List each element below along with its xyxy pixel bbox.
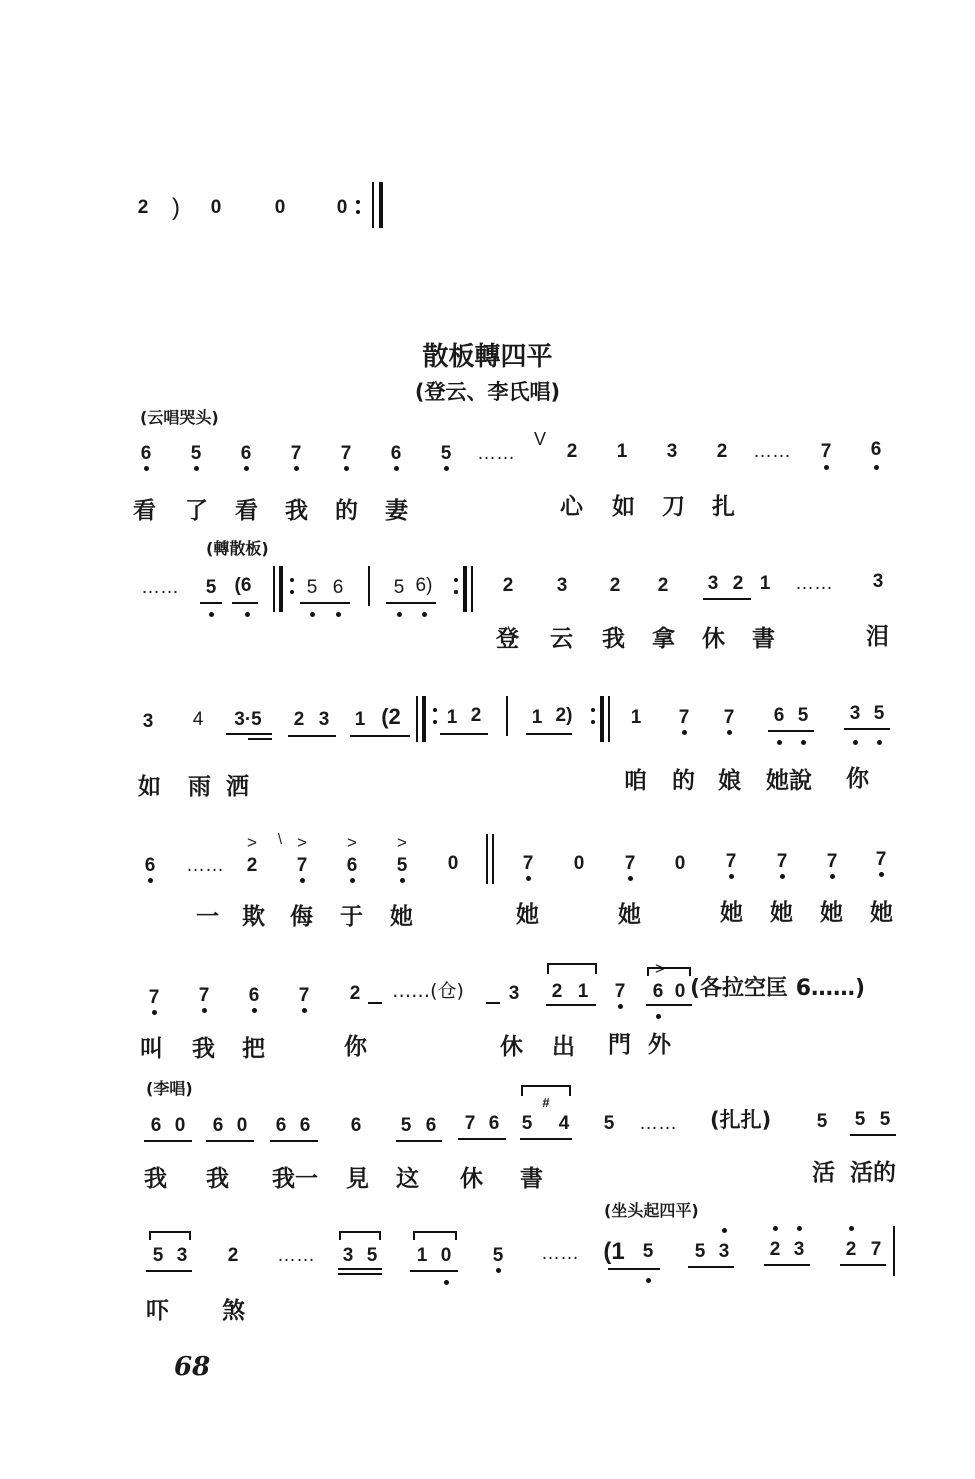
lyric: 吓 (146, 1298, 169, 1324)
note: 2 (349, 983, 361, 1004)
note: 7 (296, 855, 308, 876)
accent-mark: > (347, 833, 357, 852)
performance-cue: (李唱) (146, 1079, 193, 1098)
note: 7 (678, 707, 690, 728)
repeat-barline (600, 696, 604, 742)
ellipsis: …… (277, 1245, 315, 1266)
lyric: 娘 (718, 768, 741, 794)
note: 0 (573, 853, 585, 874)
note: 6 (299, 1115, 311, 1136)
lyric: 心 (560, 494, 583, 520)
barline (368, 566, 370, 606)
low-octave-dot (148, 878, 153, 883)
lyric: 她 (870, 900, 893, 926)
note: 3 (872, 571, 884, 592)
note: 7 (298, 985, 310, 1006)
note: 5 (492, 1245, 504, 1266)
repeat-dot (356, 210, 360, 214)
note: 7 (776, 851, 788, 872)
lyric: 叫 (140, 1036, 163, 1062)
note: 6 (240, 443, 252, 464)
lyric: 刀 (662, 494, 685, 520)
note: 6) (415, 575, 433, 596)
note: 3 (707, 573, 719, 594)
page-subtitle: (登云、李氏唱) (414, 380, 561, 404)
low-octave-dot (877, 740, 882, 745)
lyric: 休 (460, 1166, 483, 1192)
low-octave-dot (801, 740, 806, 745)
low-octave-dot (777, 740, 782, 745)
barline (416, 696, 418, 742)
note: 6 (350, 1115, 362, 1136)
lyric: 書 (752, 626, 775, 652)
note: 3 (342, 1245, 354, 1266)
note: 2) (555, 705, 573, 726)
percussion-cue: ……(仓) (392, 980, 464, 1002)
underline (850, 1134, 896, 1136)
note: 7 (290, 443, 302, 464)
repeat-dot (454, 578, 458, 582)
low-octave-dot (194, 466, 199, 471)
lyric: 扎 (712, 494, 735, 520)
low-octave-dot (202, 1008, 207, 1013)
low-octave-dot (646, 1278, 651, 1283)
underline (410, 1270, 458, 1272)
ellipsis: …… (639, 1113, 677, 1134)
high-octave-dot (797, 1226, 802, 1231)
low-octave-dot (879, 872, 884, 877)
note: 3·5 (234, 709, 262, 730)
lyric: 如 (612, 494, 635, 520)
slide-mark: \ (277, 831, 283, 848)
ellipsis: …… (186, 855, 224, 876)
note: 6 (140, 443, 152, 464)
lyric: 休 (702, 626, 725, 652)
underline (764, 1264, 810, 1266)
final-barline (379, 182, 383, 228)
underline (768, 730, 814, 732)
note: 2 (293, 709, 305, 730)
note: 2 (227, 1245, 239, 1266)
lyric: 我 (602, 626, 625, 652)
lyric: 的 (672, 768, 695, 794)
note: 6 (248, 985, 260, 1006)
note: 6 (773, 705, 785, 726)
underline (688, 1266, 734, 1268)
high-octave-dot (722, 1228, 727, 1233)
underline (338, 1273, 382, 1275)
note: 7 (875, 849, 887, 870)
lyric: 雨 (188, 774, 211, 800)
note: 6 (144, 855, 156, 876)
low-octave-dot (244, 466, 249, 471)
lyric: 咱 (624, 768, 647, 794)
note: 2 (769, 1239, 781, 1260)
note: 5 (440, 443, 452, 464)
underline (338, 1268, 382, 1270)
underline (288, 735, 336, 737)
lyric: 侮 (290, 904, 313, 930)
note: 2 (845, 1239, 857, 1260)
repeat-dot (454, 590, 458, 594)
note: 5 (603, 1113, 615, 1134)
note: 3 (318, 709, 330, 730)
lyric: 我一 (272, 1166, 318, 1192)
lyric: 看 (133, 498, 156, 524)
low-octave-dot (144, 466, 149, 471)
note: 0 (210, 197, 222, 218)
note: 0 (174, 1115, 186, 1136)
low-octave-dot (394, 466, 399, 471)
note: 6 (275, 1115, 287, 1136)
lyric: 她 (820, 900, 843, 926)
note: 5 (396, 855, 408, 876)
note: 5 (873, 703, 885, 724)
underline (232, 602, 258, 604)
note: 2 (566, 441, 578, 462)
underline (396, 1140, 442, 1142)
ellipsis: …… (477, 443, 515, 464)
repeat-barline (422, 696, 426, 742)
low-octave-dot (397, 612, 402, 617)
high-octave-dot (773, 1226, 778, 1231)
high-octave-dot (849, 1226, 854, 1231)
low-octave-dot (780, 874, 785, 879)
performance-cue: (云唱哭头) (140, 408, 219, 427)
repeat-dot (290, 590, 294, 594)
note: 1 (416, 1245, 428, 1266)
lyric: 了 (185, 498, 208, 524)
note: 6 (332, 577, 344, 598)
note: 0 (440, 1245, 452, 1266)
tie-arc (412, 1230, 458, 1242)
repeat-dot (591, 708, 595, 712)
dash (486, 1002, 500, 1004)
percussion-cue: (各拉空匡 6……) (690, 976, 866, 1001)
lyric: 活 (812, 1160, 835, 1186)
low-octave-dot (729, 874, 734, 879)
note: 5 (797, 705, 809, 726)
note: 6 (488, 1113, 500, 1134)
repeat-dot (591, 720, 595, 724)
note: 2 (732, 573, 744, 594)
tie-arc (646, 966, 692, 978)
note: 0 (447, 853, 459, 874)
note: 0 (674, 853, 686, 874)
note: 5 (879, 1109, 891, 1130)
lyric: 她 (770, 900, 793, 926)
low-octave-dot (853, 740, 858, 745)
lyric: 登 (496, 626, 519, 652)
paren: ) (172, 194, 180, 221)
note: 7 (522, 853, 534, 874)
barline (471, 566, 473, 612)
note: 7 (826, 851, 838, 872)
note: 2 (609, 575, 621, 596)
note: (2 (381, 704, 401, 729)
percussion-cue: (扎扎) (710, 1108, 772, 1132)
low-octave-dot (682, 730, 687, 735)
barline (486, 834, 488, 884)
underline (350, 735, 410, 737)
note: 7 (870, 1239, 882, 1260)
note: 3 (556, 575, 568, 596)
low-octave-dot (628, 876, 633, 881)
lyric: 于 (340, 904, 363, 930)
ellipsis: …… (141, 577, 179, 598)
note: 2 (551, 981, 563, 1002)
underline (248, 738, 272, 740)
low-octave-dot (245, 612, 250, 617)
underline (146, 1270, 192, 1272)
lyric: 的 (335, 498, 358, 524)
ellipsis: …… (795, 573, 833, 594)
note: 0 (274, 197, 286, 218)
repeat-dot (290, 578, 294, 582)
note: 3 (176, 1245, 188, 1266)
underline (844, 728, 890, 730)
lyric: 这 (396, 1166, 419, 1192)
barline (893, 1226, 895, 1276)
note: 7 (723, 707, 735, 728)
accent-mark: > (247, 833, 257, 852)
low-octave-dot (444, 1280, 449, 1285)
lyric: 拿 (652, 626, 675, 652)
note: 6 (390, 443, 402, 464)
lyric: 你 (846, 766, 869, 792)
lyric: 妻 (385, 498, 408, 524)
note: 5 (393, 577, 405, 598)
low-octave-dot (336, 612, 341, 617)
lyric: 我 (144, 1166, 167, 1192)
lyric: 一 (196, 904, 219, 930)
underline (206, 1140, 254, 1142)
note: 6 (346, 855, 358, 876)
note: 5 (152, 1245, 164, 1266)
note: 0 (674, 981, 686, 1002)
note: 6 (425, 1115, 437, 1136)
note: 3 (142, 711, 154, 732)
lyric: 我 (206, 1166, 229, 1192)
note: 2 (657, 575, 669, 596)
underline (144, 1140, 192, 1142)
low-octave-dot (350, 878, 355, 883)
lyric: 欺 (242, 904, 265, 930)
lyric: 如 (138, 774, 161, 800)
low-octave-dot (496, 1268, 501, 1273)
lyric: 她說 (766, 768, 812, 794)
note: 6 (870, 439, 882, 460)
barline (492, 834, 494, 884)
note: 1 (354, 709, 366, 730)
note: 7 (464, 1113, 476, 1134)
low-octave-dot (400, 878, 405, 883)
barline (273, 566, 275, 612)
low-octave-dot (344, 466, 349, 471)
note: (6 (234, 575, 252, 596)
dash (368, 1002, 382, 1004)
low-octave-dot (727, 730, 732, 735)
low-octave-dot (444, 466, 449, 471)
repeat-barline (279, 566, 283, 612)
tie-arc (338, 1230, 382, 1242)
accent-mark: > (297, 833, 307, 852)
note: 7 (614, 981, 626, 1002)
underline (703, 598, 751, 600)
low-octave-dot (310, 612, 315, 617)
barline (608, 696, 610, 742)
low-octave-dot (209, 612, 214, 617)
note: 5 (694, 1241, 706, 1262)
low-octave-dot (300, 878, 305, 883)
underline (300, 602, 350, 604)
page-title: 散板轉四平 (422, 342, 553, 372)
low-octave-dot (824, 465, 829, 470)
note: (1 (603, 1238, 625, 1265)
lyric: 她 (720, 900, 743, 926)
low-octave-dot (526, 876, 531, 881)
page-number: 68 (174, 1352, 211, 1382)
lyric: 你 (344, 1034, 367, 1060)
repeat-dot (433, 720, 437, 724)
repeat-barline (463, 566, 467, 612)
note: 0 (236, 1115, 248, 1136)
note: 6 (652, 981, 664, 1002)
underline (200, 602, 222, 604)
barline (506, 696, 508, 736)
low-octave-dot (152, 1010, 157, 1015)
note: 3 (718, 1241, 730, 1262)
note: 7 (340, 443, 352, 464)
underline (386, 602, 436, 604)
low-octave-dot (874, 465, 879, 470)
note: 2 (716, 441, 728, 462)
note: 7 (624, 853, 636, 874)
tie-arc (148, 1230, 192, 1242)
note: 3 (793, 1239, 805, 1260)
note: 2 (246, 855, 258, 876)
lyric: 我 (285, 498, 308, 524)
sharp-sign: # (542, 1095, 550, 1110)
note: 6 (212, 1115, 224, 1136)
low-octave-dot (422, 612, 427, 617)
note: 2 (470, 705, 482, 726)
lyric: 見 (346, 1166, 369, 1192)
underline (270, 1140, 318, 1142)
note: 2 (502, 575, 514, 596)
lyric: 活的 (850, 1160, 896, 1186)
lyric: 我 (192, 1036, 215, 1062)
lyric: 她 (618, 902, 641, 928)
lyric: 看 (235, 498, 258, 524)
note: 7 (198, 985, 210, 1006)
note: 5 (854, 1109, 866, 1130)
lyric: 外 (648, 1032, 671, 1058)
underline (440, 733, 488, 735)
note: 4 (558, 1113, 570, 1134)
low-octave-dot (252, 1008, 257, 1013)
note: 1 (577, 981, 589, 1002)
barline (372, 182, 374, 228)
lyric: 泪 (866, 624, 889, 650)
low-octave-dot (618, 1004, 623, 1009)
note: 5 (366, 1245, 378, 1266)
note: 7 (820, 441, 832, 462)
note: 6 (150, 1115, 162, 1136)
underline (546, 1004, 596, 1006)
tie-arc (546, 962, 598, 976)
underline (526, 733, 572, 735)
note: 5 (306, 577, 318, 598)
note: 7 (725, 851, 737, 872)
lyric: 書 (520, 1166, 543, 1192)
ellipsis: …… (541, 1243, 579, 1264)
underline (646, 1004, 692, 1006)
note: 1 (759, 573, 771, 594)
note: 7 (148, 987, 160, 1008)
low-octave-dot (656, 1014, 661, 1019)
underline (840, 1264, 886, 1266)
lyric: 把 (242, 1036, 265, 1062)
underline (520, 1138, 572, 1140)
breath-mark: V (533, 429, 547, 449)
note: 4 (192, 709, 204, 730)
underline (458, 1138, 506, 1140)
note: 1 (531, 707, 543, 728)
note: 3 (508, 983, 520, 1004)
low-octave-dot (830, 874, 835, 879)
note: 1 (630, 707, 642, 728)
note: 5 (400, 1115, 412, 1136)
lyric: 她 (516, 902, 539, 928)
underline (226, 733, 272, 735)
note: 1 (446, 707, 458, 728)
performance-cue: (轉散板) (206, 539, 269, 558)
note: 5 (521, 1113, 533, 1134)
note: 3 (666, 441, 678, 462)
repeat-dot (356, 200, 360, 204)
note: 5 (205, 577, 217, 598)
note: 0 (336, 197, 348, 218)
repeat-dot (433, 708, 437, 712)
lyric: 煞 (222, 1298, 245, 1324)
note: 5 (816, 1111, 828, 1132)
lyric: 她 (390, 904, 413, 930)
low-octave-dot (294, 466, 299, 471)
note: 1 (616, 441, 628, 462)
underline (608, 1268, 660, 1270)
accent-mark: > (655, 959, 665, 978)
performance-cue: (坐头起四平) (604, 1201, 699, 1220)
note: 5 (190, 443, 202, 464)
note: 5 (642, 1241, 654, 1262)
lyric: 門 (608, 1032, 631, 1058)
lyric: 云 (550, 626, 573, 652)
note: 3 (849, 703, 861, 724)
ellipsis: …… (753, 441, 791, 462)
accent-mark: > (397, 833, 407, 852)
lyric: 休 (500, 1034, 523, 1060)
note: 2 (137, 197, 149, 218)
lyric: 出 (552, 1034, 575, 1060)
low-octave-dot (302, 1008, 307, 1013)
lyric: 洒 (226, 774, 249, 800)
